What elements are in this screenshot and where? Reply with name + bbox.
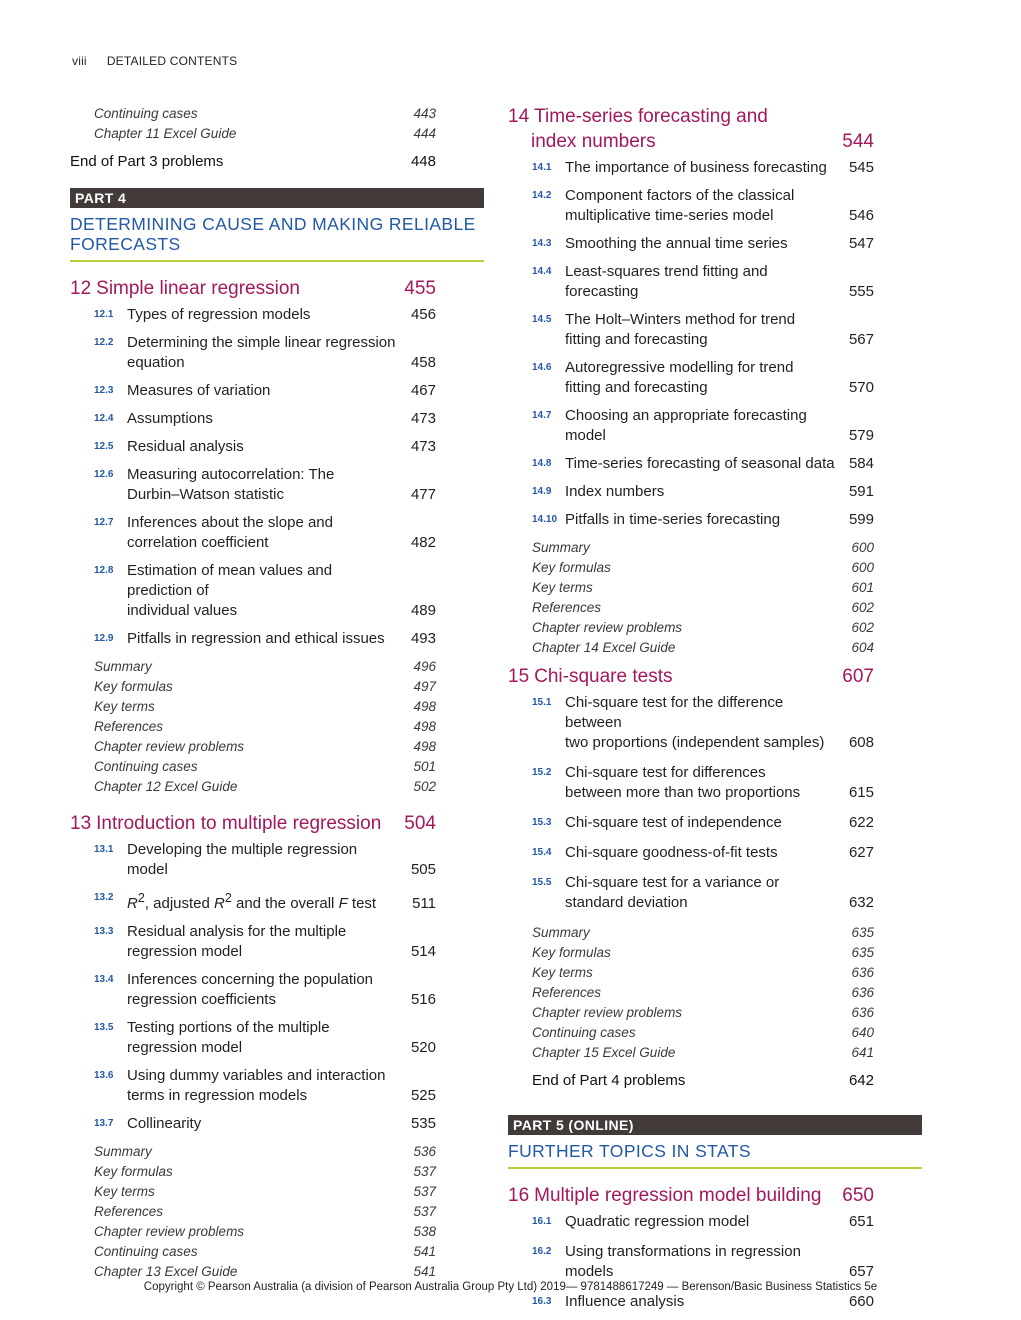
backmatter-item[interactable]: Continuing cases 501	[94, 759, 436, 774]
section-entry[interactable]: 12.4 Assumptions 473	[94, 410, 436, 427]
copyright-footer: Copyright © Pearson Australia (a division of Pearson Australia Group Pty Ltd) 2019— 9781488617249 — Berenson/Basic Business Statistics 5e	[143, 1281, 878, 1293]
backmatter-item[interactable]: Chapter 13 Excel Guide 541	[94, 1264, 436, 1279]
backmatter-item[interactable]: References 602	[532, 600, 874, 615]
section-entry[interactable]: 13.4 Inferences concerning the population regression coefficients 516	[94, 971, 436, 1008]
chapter-heading[interactable]: 16 Multiple regression model building 650	[508, 1185, 874, 1206]
section-entry[interactable]: 16.2 Using transformations in regression models 657	[532, 1243, 874, 1280]
section-entry[interactable]: 14.5 The Holt–Winters method for trend fitting and forecasting 567	[532, 311, 874, 348]
backmatter-item[interactable]: Chapter 14 Excel Guide 604	[532, 640, 874, 655]
section-list	[508, 158, 922, 530]
backmatter-item[interactable]: Chapter review problems 498	[94, 739, 436, 754]
backmatter-item[interactable]: References 498	[94, 719, 436, 734]
backmatter-item[interactable]: Chapter review problems 636	[532, 1005, 874, 1020]
backmatter-item[interactable]: Summary 496	[94, 659, 436, 674]
section-entry[interactable]: 12.7 Inferences about the slope and correlation coefficient 482	[94, 514, 436, 551]
left-column	[70, 104, 484, 1282]
section-entry[interactable]: 12.1 Types of regression models 456	[94, 306, 436, 323]
end-of-part-problems[interactable]: End of Part 4 problems 642	[532, 1072, 874, 1089]
part-title: FURTHER TOPICS IN STATS	[508, 1135, 922, 1169]
backmatter-list	[532, 923, 874, 1063]
section-entry[interactable]: 12.5 Residual analysis 473	[94, 438, 436, 455]
section-entry[interactable]: 14.1 The importance of business forecasting 545	[532, 159, 874, 176]
section-entry[interactable]: 13.6 Using dummy variables and interaction terms in regression models 525	[94, 1067, 436, 1104]
section-entry[interactable]: 14.4 Least-squares trend fitting and forecasting 555	[532, 263, 874, 300]
section-list	[70, 305, 484, 649]
backmatter-list	[94, 1142, 436, 1282]
backmatter-item[interactable]: Chapter 12 Excel Guide 502	[94, 779, 436, 794]
section-entry[interactable]: 14.10 Pitfalls in time-series forecasting 599	[532, 511, 874, 528]
section-entry[interactable]: 14.3 Smoothing the annual time series 547	[532, 235, 874, 252]
section-entry[interactable]: 15.1 Chi-square test for the difference between two proportions (independent samples) 608	[532, 694, 874, 751]
backmatter-item[interactable]: Key formulas 635	[532, 945, 874, 960]
backmatter-item[interactable]: Continuing cases 541	[94, 1244, 436, 1259]
backmatter-item[interactable]: Chapter 15 Excel Guide 641	[532, 1045, 874, 1060]
backmatter-item[interactable]: Key terms 636	[532, 965, 874, 980]
backmatter-list	[94, 657, 436, 797]
section-entry[interactable]: 12.3 Measures of variation 467	[94, 382, 436, 399]
backmatter-item[interactable]: Chapter review problems 602	[532, 620, 874, 635]
backmatter-item[interactable]: Key terms 537	[94, 1184, 436, 1199]
section-list	[70, 840, 484, 1134]
backmatter-item[interactable]: Summary 635	[532, 925, 874, 940]
chapter-heading[interactable]: 14 Time-series forecasting and index numbers 544	[508, 106, 874, 152]
section-entry[interactable]: 12.6 Measuring autocorrelation: The Durbin–Watson statistic 477	[94, 466, 436, 503]
section-entry[interactable]: 14.7 Choosing an appropriate forecasting model 579	[532, 407, 874, 444]
end-of-part-problems[interactable]: End of Part 3 problems 448	[70, 153, 436, 170]
backmatter-item[interactable]: Chapter review problems 538	[94, 1224, 436, 1239]
backmatter-item[interactable]: References 636	[532, 985, 874, 1000]
section-entry[interactable]: 16.1 Quadratic regression model 651	[532, 1213, 874, 1230]
section-entry[interactable]: 14.8 Time-series forecasting of seasonal data 584	[532, 455, 874, 472]
section-entry[interactable]: 12.2 Determining the simple linear regression equation 458	[94, 334, 436, 371]
backmatter-item[interactable]: Key formulas 600	[532, 560, 874, 575]
backmatter-item[interactable]: Continuing cases 443	[94, 106, 436, 121]
part-label: PART 4	[70, 188, 484, 208]
backmatter-item[interactable]: Chapter 11 Excel Guide 444	[94, 126, 436, 141]
section-entry[interactable]: 15.3 Chi-square test of independence 622	[532, 814, 874, 831]
backmatter-item[interactable]: Key formulas 497	[94, 679, 436, 694]
backmatter-item[interactable]: Key terms 601	[532, 580, 874, 595]
section-list	[508, 693, 922, 913]
section-entry[interactable]: 14.2 Component factors of the classical multiplicative time-series model 546	[532, 187, 874, 224]
backmatter-item[interactable]: Summary 536	[94, 1144, 436, 1159]
part-label: PART 5 (ONLINE)	[508, 1115, 922, 1135]
backmatter-item[interactable]: Key terms 498	[94, 699, 436, 714]
section-entry[interactable]: 15.5 Chi-square test for a variance or standard deviation 632	[532, 874, 874, 911]
section-entry[interactable]: 14.9 Index numbers 591	[532, 483, 874, 500]
backmatter-item[interactable]: References 537	[94, 1204, 436, 1219]
section-entry[interactable]: 15.2 Chi-square test for differences between more than two proportions 615	[532, 764, 874, 801]
backmatter-item[interactable]: Continuing cases 640	[532, 1025, 874, 1040]
section-entry[interactable]: 13.3 Residual analysis for the multiple regression model 514	[94, 923, 436, 960]
section-entry[interactable]: 12.9 Pitfalls in regression and ethical issues 493	[94, 630, 436, 647]
page-number: viii	[72, 54, 87, 68]
backmatter-item[interactable]: Summary 600	[532, 540, 874, 555]
section-entry[interactable]: 12.8 Estimation of mean values and prediction of individual values 489	[94, 562, 436, 619]
section-entry[interactable]: 13.1 Developing the multiple regression model 505	[94, 841, 436, 878]
backmatter-item[interactable]: Key formulas 537	[94, 1164, 436, 1179]
part-title: DETERMINING CAUSE AND MAKING RELIABLE FORECASTS	[70, 208, 484, 262]
chapter-heading[interactable]: 13 Introduction to multiple regression 504	[70, 813, 436, 834]
section-entry[interactable]: 13.5 Testing portions of the multiple regression model 520	[94, 1019, 436, 1056]
section-entry[interactable]: 15.4 Chi-square goodness-of-fit tests 627	[532, 844, 874, 861]
section-list	[508, 1212, 922, 1312]
section-entry[interactable]: 13.7 Collinearity 535	[94, 1115, 436, 1132]
backmatter-list	[532, 538, 874, 658]
page-header	[72, 54, 237, 68]
right-column	[508, 104, 922, 1320]
section-entry[interactable]: 14.6 Autoregressive modelling for trend fitting and forecasting 570	[532, 359, 874, 396]
chapter-heading[interactable]: 12 Simple linear regression 455	[70, 278, 436, 299]
section-entry[interactable]: 13.2 $R^2$, adjusted $R^2$ and the overall F test 511	[94, 891, 436, 912]
chapter-heading[interactable]: 15 Chi-square tests 607	[508, 666, 874, 687]
running-title: DETAILED CONTENTS	[106, 54, 238, 68]
backmatter-list	[94, 104, 436, 144]
section-entry[interactable]: 16.3 Influence analysis 660	[532, 1293, 874, 1310]
